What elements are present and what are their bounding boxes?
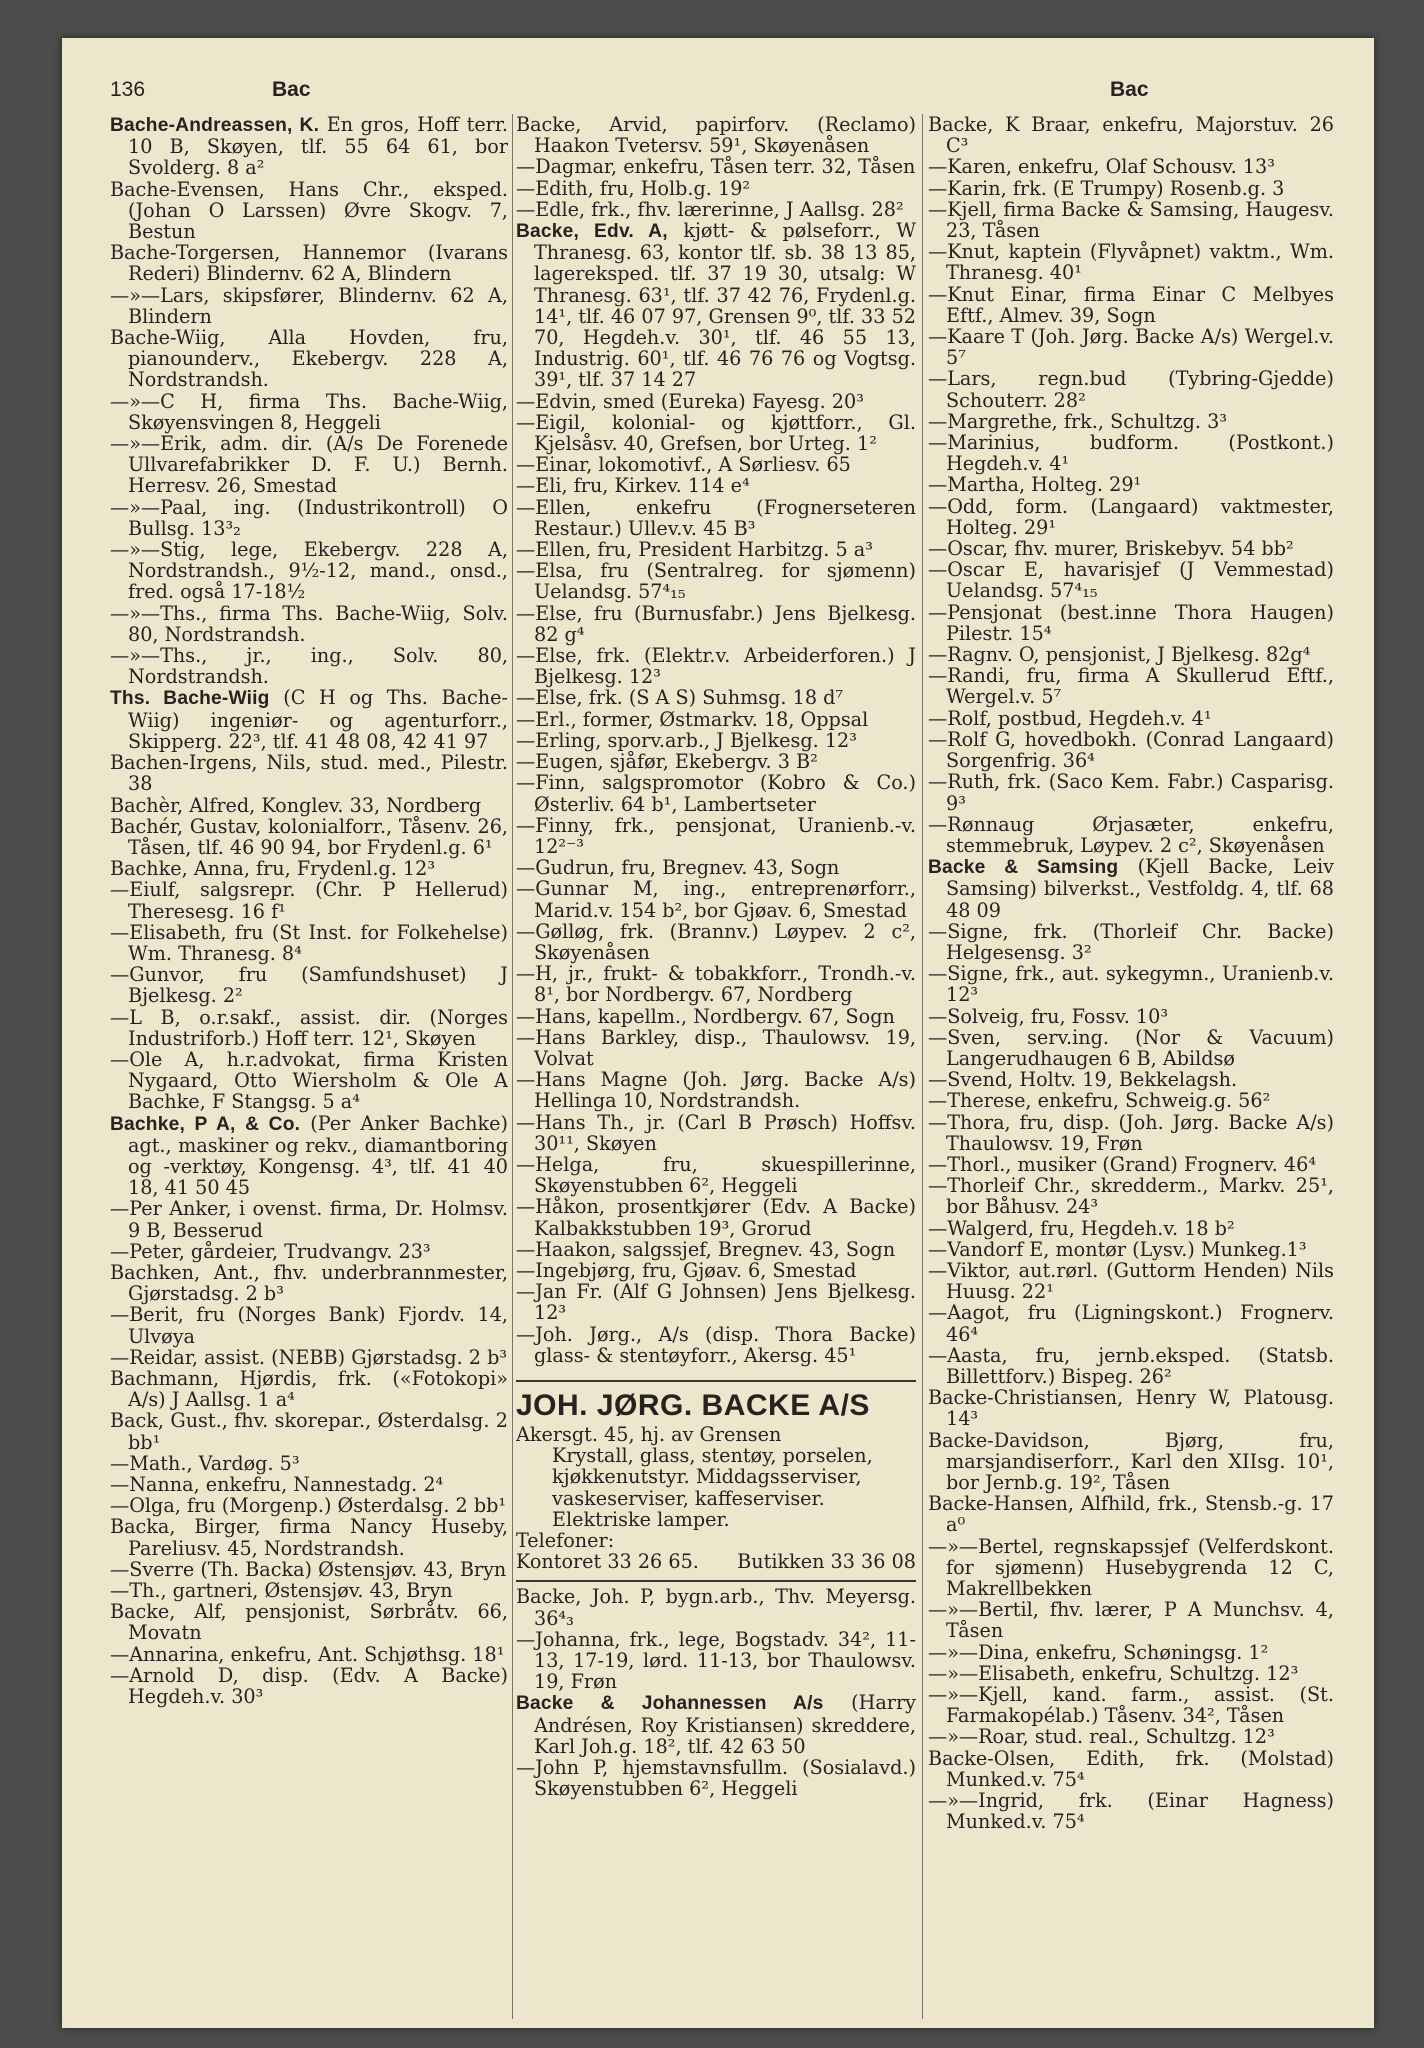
directory-entry (928, 1599, 1334, 1641)
entry-text: —Joh. Jørg., A/s (disp. Thora Backe) glass- & stentøyforr., Akersg. 45¹ (516, 1322, 916, 1367)
directory-entry (110, 1049, 508, 1113)
entry-text: Backe, Alf, pensjonist, Sørbråtv. 66, Movatn (110, 1600, 508, 1645)
entry-text: —Sven, serv.ing. (Nor & Vacuum) Langerudhaugen 6 B, Abildsø (928, 1025, 1334, 1070)
directory-entry (928, 856, 1334, 921)
entry-text: —Ingebjørg, fru, Gjøav. 6, Smestad (516, 1258, 857, 1282)
directory-entry (110, 1580, 508, 1601)
entry-text: —Olga, fru (Morgenp.) Østerdalsg. 2 bb¹ (110, 1494, 507, 1518)
directory-entry (516, 178, 916, 199)
directory-entry (928, 1090, 1334, 1111)
entry-text: —»—Stig, lege, Ekebergv. 228 A, Nordstrandsh., 9½-12, mand., onsd., fred. også 17-18½ (110, 538, 508, 604)
directory-entry (110, 858, 508, 879)
entry-text: —Ruth, frk. (Saco Kem. Fabr.) Casparisg. 9³ (928, 770, 1334, 815)
entry-text: —Berit, fru (Norges Bank) Fjordv. 14, Ulvøya (110, 1303, 508, 1348)
right-running-head: Bac (1110, 78, 1149, 101)
entry-text: —Knut, kaptein (Flyvåpnet) vaktm., Wm. Thranesg. 40¹ (928, 240, 1334, 285)
directory-entry (110, 1644, 508, 1665)
directory-entry (516, 1586, 916, 1628)
entry-text: —Jan Fr. (Alf G Johnsen) Jens Bjelkesg. 12³ (516, 1280, 916, 1325)
entry-text: —Dagmar, enkefru, Tåsen terr. 32, Tåsen (516, 155, 916, 179)
directory-entry (110, 1410, 508, 1452)
entry-text: —Hans Barkley, disp., Thaulowsv. 19, Volvat (516, 1025, 916, 1070)
directory-entry (110, 879, 508, 921)
entry-text: —Ellen, enkefru (Frognerseteren Restaur.) Ullev.v. 45 B³ (516, 495, 916, 540)
entry-text: —Rønnaug Ørjasæter, enkefru, stemmebruk, Løypev. 2 c², Skøyenåsen (928, 812, 1334, 857)
entry-text: —Randi, fru, firma A Skullerud Eftf., Wergel.v. 5⁷ (928, 664, 1334, 709)
entry-text: —Thora, fru, disp. (Joh. Jørg. Backe A/s) Thaulowsv. 19, Frøn (928, 1110, 1334, 1155)
entry-text: —Rolf, postbud, Hegdeh.v. 4¹ (928, 706, 1212, 730)
ad-phone-shop: Butikken 33 36 08 (737, 1550, 916, 1574)
entry-text: Backe-Christiansen, Henry W, Platousg. 14³ (928, 1386, 1334, 1431)
directory-entry (516, 1069, 916, 1111)
directory-entry (928, 1239, 1334, 1260)
directory-entry (516, 815, 916, 857)
column-2 (516, 114, 916, 2019)
directory-entry (516, 539, 916, 560)
entry-text: —Einar, lokomotivf., A Sørliesv. 65 (516, 453, 851, 477)
entry-keyword: Backe, Edv. A, (516, 221, 668, 243)
entry-text: —Nanna, enkefru, Nannestadg. 2⁴ (110, 1473, 444, 1496)
directory-entry (928, 1642, 1334, 1663)
directory-entry (516, 751, 916, 772)
entry-text: —»—Roar, stud. real., Schultzg. 12³ (928, 1725, 1275, 1749)
directory-entry (110, 1198, 508, 1240)
directory-entry (110, 114, 508, 179)
entry-text: (Kjell Backe, Leiv Samsing) bilverkst., Vestfoldg. 4, tlf. 68 48 09 (946, 855, 1334, 922)
entry-text: —»—Ingrid, frk. (Einar Hagness) Munked.v. 75⁴ (928, 1789, 1334, 1834)
directory-entry (928, 1748, 1334, 1790)
entry-text: —Vandorf E, montør (Lysv.) Munkeg.1³ (928, 1237, 1307, 1261)
entry-text: Bachmann, Hjørdis, frk. («Fotokopi» A/s) J Aallsg. 1 a⁴ (110, 1366, 508, 1412)
directory-entry (928, 1175, 1334, 1217)
entry-text: —Aasta, fru, jernb.eksped. (Statsb. Billettforv.) Bispeg. 26² (928, 1343, 1334, 1388)
entry-text: —Aagot, fru (Ligningskont.) Frognerv. 46⁴ (928, 1301, 1334, 1346)
directory-entry (928, 284, 1334, 326)
entry-text: —Viktor, aut.rørl. (Guttorm Henden) Nils Huusg. 22¹ (928, 1258, 1334, 1304)
entry-text: —Gudrun, fru, Bregnev. 43, Sogn (516, 856, 840, 880)
directory-entry (110, 964, 508, 1006)
directory-entry (516, 878, 916, 920)
entry-text: Bachken, Ant., fhv. underbrannmester, Gjørstadsg. 2 b³ (110, 1260, 508, 1306)
directory-entry (516, 454, 916, 475)
entry-text: —Knut Einar, firma Einar C Melbyes Eftf., Almev. 39, Sogn (928, 282, 1334, 327)
directory-entry (928, 1663, 1334, 1684)
entry-text: —Thorleif Chr., skredderm., Markv. 25¹, bor Båhusv. 24³ (928, 1174, 1334, 1219)
entry-text: —Else, frk. (S A S) Suhmsg. 18 d⁷ (516, 686, 844, 710)
directory-entry (928, 602, 1334, 644)
entry-text: Back, Gust., fhv. skorepar., Østerdalsg. 2 bb¹ (110, 1409, 508, 1454)
directory-entry (516, 709, 916, 730)
directory-entry (516, 391, 916, 412)
directory-entry (110, 645, 508, 687)
directory-entry (928, 1302, 1334, 1344)
entry-text: —»—Ths., firma Ths. Bache-Wiig, Solv. 80, Nordstrandsh. (110, 601, 508, 646)
directory-entry (516, 645, 916, 687)
directory-entry (928, 1112, 1334, 1154)
entry-text: —Helga, fru, skuespillerinne, Skøyenstubben 6², Heggeli (516, 1152, 916, 1198)
entry-text: Bache-Evensen, Hans Chr., eksped. (Johan O Larssen) Øvre Skogv. 7, Bestun (110, 177, 508, 244)
entry-text: —Arnold D, disp. (Edv. A Backe) Hegdeh.v. 30³ (110, 1663, 508, 1709)
entry-text: —Karin, frk. (E Trumpy) Rosenb.g. 3 (928, 176, 1285, 200)
entry-text: Backe-Olsen, Edith, frk. (Molstad) Munked.v. 75⁴ (928, 1746, 1334, 1791)
directory-entry (110, 922, 508, 964)
directory-entry (110, 1601, 508, 1643)
directory-entry (516, 199, 916, 220)
directory-entry (516, 687, 916, 708)
directory-entry (928, 559, 1334, 601)
entry-text: —Ellen, fru, President Harbitzg. 5 a³ (516, 538, 873, 562)
directory-entry (928, 1218, 1334, 1239)
entry-text: —Ole A, h.r.advokat, firma Kristen Nygaard, Otto Wiersholm & Ole A Bachke, F Stangsg. 5 a⁴ (110, 1047, 508, 1114)
entry-text: —Th., gartneri, Østensjøv. 43, Bryn (110, 1579, 453, 1603)
directory-entry (516, 963, 916, 1005)
directory-entry (928, 114, 1334, 156)
directory-entry (516, 1281, 916, 1323)
entry-text: (C H og Ths. Bache-Wiig) ingeniør- og agenturforr., Skipperg. 22³, tlf. 41 48 08, 42 41 97 (128, 686, 508, 753)
directory-entry (928, 1154, 1334, 1175)
entry-text: (Per Anker Bachke) agt., maskiner og rekv., diamantboring og -verktøy, Kongensg. 4³, tlf. 41 40 18, 41 50 45 (128, 1111, 508, 1200)
entry-text: Bachen-Irgens, Nils, stud. med., Pilestr. 38 (110, 751, 508, 796)
directory-entry (110, 1304, 508, 1346)
directory-entry (516, 1692, 916, 1757)
entry-text: Bachke, Anna, fru, Frydenl.g. 12³ (110, 857, 436, 881)
entry-text: En gros, Hoff terr. 10 B, Skøyen, tlf. 55 64 61, bor Svolderg. 8 a² (128, 114, 508, 180)
directory-entry (516, 1757, 916, 1799)
directory-entry (928, 496, 1334, 538)
entry-text: —Eigil, kolonial- og kjøttforr., Gl. Kjelsåsv. 40, Grefsen, bor Urteg. 1² (516, 410, 916, 456)
directory-entry (928, 1430, 1334, 1494)
entry-keyword: Ths. Bache-Wiig (110, 688, 270, 710)
entry-text: —Reidar, assist. (NEBB) Gjørstadsg. 2 b³ (110, 1345, 508, 1369)
entry-text: Backe-Hansen, Alfhild, frk., Stensb.-g. 17 a⁰ (928, 1492, 1334, 1537)
entry-text: —Eiulf, salgsrepr. (Chr. P Hellerud) Theresesg. 16 f¹ (110, 878, 508, 923)
entry-text: —L B, o.r.sakf., assist. dir. (Norges Industriforb.) Hoff terr. 12¹, Skøyen (110, 1005, 508, 1050)
entry-text: —Johanna, frk., lege, Bogstadv. 34², 11-13, 17-19, lørd. 11-13, bor Thaulowsv. 19, Frøn (516, 1627, 916, 1694)
entry-text: —Peter, gårdeier, Trudvangv. 23³ (110, 1239, 431, 1263)
entry-text: —Oscar, fhv. murer, Briskebyv. 54 bb² (928, 537, 1294, 561)
entry-text: —Gunvor, fru (Samfundshuset) J Bjelkesg. 2² (110, 963, 508, 1008)
directory-entry (110, 752, 508, 794)
entry-text: —»—Kjell, kand. farm., assist. (St. Farmakopélab.) Tåsenv. 34², Tåsen (928, 1683, 1334, 1728)
entry-text: —»—Ths., jr., ing., Solv. 80, Nordstrandsh. (110, 644, 508, 689)
ad-phones (516, 1551, 916, 1572)
directory-entry (516, 1112, 916, 1154)
directory-entry (110, 327, 508, 391)
directory-entry (516, 1196, 916, 1238)
entry-text: —Ragnv. O, pensjonist, J Bjelkesg. 82g⁴ (928, 643, 1311, 667)
entry-text: —»—Bertil, fhv. lærer, P A Munchsv. 4, Tåsen (928, 1598, 1334, 1643)
entry-text: —Kjell, firma Backe & Samsing, Haugesv. 23, Tåsen (928, 197, 1334, 243)
page-number: 136 (110, 78, 146, 101)
directory-entry (110, 433, 508, 497)
entry-text: —Therese, enkefru, Schweig.g. 56² (928, 1089, 1271, 1113)
directory-entry (928, 538, 1334, 559)
entry-text: —Else, fru (Burnusfabr.) Jens Bjelkesg. 82 g⁴ (516, 601, 916, 646)
entry-text: Backe, Joh. P, bygn.arb., Thv. Meyersg. 36⁴₃ (516, 1585, 916, 1630)
entry-text: —Finny, frk., pensjonat, Uranienb.-v. 12²⁻³ (516, 813, 916, 858)
directory-entry (110, 603, 508, 645)
entry-text: —Marinius, budform. (Postkont.) Hegdeh.v. 4¹ (928, 431, 1334, 476)
entry-text: —Odd, form. (Langaard) vaktmester, Holteg. 29¹ (928, 494, 1334, 539)
entry-text: —Lars, regn.bud (Tybring-Gjedde) Schouterr. 28² (928, 367, 1334, 412)
directory-entry (110, 1453, 508, 1474)
entry-keyword: Backe & Johannessen A/s (516, 1693, 824, 1715)
entry-text: —Martha, Holteg. 29¹ (928, 473, 1142, 497)
entry-text: —Rolf G, hovedbokh. (Conrad Langaard) Sorgenfrig. 36⁴ (928, 727, 1334, 773)
entry-text: Bache-Wiig, Alla Hovden, fru, pianounderv., Ekebergv. 228 A, Nordstrandsh. (110, 326, 508, 392)
directory-entry (516, 497, 916, 539)
directory-entry (110, 242, 508, 284)
directory-entry (110, 391, 508, 433)
entry-text: —Thorl., musiker (Grand) Frognerv. 46⁴ (928, 1152, 1317, 1176)
directory-entry (928, 1345, 1334, 1387)
directory-entry (110, 179, 508, 243)
directory-entry (516, 772, 916, 814)
directory-entry (928, 1260, 1334, 1302)
entry-text: —Hans, kapellm., Nordbergv. 67, Sogn (516, 1004, 895, 1028)
entry-text: —Hans Th., jr. (Carl B Prøsch) Hoffsv. 30¹¹, Skøyen (516, 1110, 916, 1155)
directory-entry (516, 603, 916, 645)
entry-text: Bachèr, Alfred, Konglev. 33, Nordberg (110, 793, 482, 817)
directory-page (62, 38, 1374, 2028)
directory-entry (516, 857, 916, 878)
directory-entry (516, 156, 916, 177)
column-divider (922, 114, 923, 2019)
directory-entry (928, 665, 1334, 707)
left-running-head: Bac (272, 78, 311, 101)
directory-entry (516, 560, 916, 602)
directory-entry (516, 1324, 916, 1366)
advertisement-box (516, 1380, 916, 1582)
entry-text: —Eugen, sjåfør, Ekebergv. 3 B² (516, 750, 818, 774)
directory-entry (110, 285, 508, 327)
directory-entry (928, 1790, 1334, 1832)
directory-entry (516, 220, 916, 391)
directory-entry (110, 1474, 508, 1495)
column-1 (110, 114, 508, 2019)
directory-entry (110, 1665, 508, 1707)
directory-entry (928, 963, 1334, 1005)
directory-entry (516, 1154, 916, 1196)
entry-text: Backe-Davidson, Bjørg, fru, marsjandiserforr., Karl den XIIsg. 10¹, bor Jernb.g. 19², Tåsen (928, 1428, 1334, 1494)
entry-text: —»—Erik, adm. dir. (A/s De Forenede Ullvarefabrikker D. F. U.) Bernh. Herresv. 26, Smestad (110, 432, 508, 498)
entry-text: —Per Anker, i ovenst. firma, Dr. Holmsv. 9 B, Besserud (110, 1197, 508, 1242)
entry-text: kjøtt- & pølseforr., W Thranesg. 63, kontor tlf. sb. 38 13 85, lagereksped. tlf. 37 19 30, utsalg: W Thranesg. 63¹, tlf. 37 42 76, Frydenl.g. 14¹, tlf. 46 07 97, Grensen 9⁰, tlf. 33 52 70, Hegdeh.v. 30¹, tlf. 46 55 13, Industrig. 60¹, tlf. 46 76 76 og Vogtsg. 39¹, tlf. 37 14 27 (534, 219, 916, 392)
directory-entry (110, 1495, 508, 1516)
entry-text: —Signe, frk., aut. sykegymn., Uranienb.v. 12³ (928, 962, 1334, 1007)
directory-entry (110, 687, 508, 752)
directory-entry (516, 921, 916, 963)
directory-entry (110, 1516, 508, 1558)
entry-text: (Harry Andrésen, Roy Kristiansen) skreddere, Karl Joh.g. 18², tlf. 42 63 50 (534, 1691, 916, 1758)
entry-text: —H, jr., frukt- & tobakkforr., Trondh.-v. 8¹, bor Nordbergv. 67, Nordberg (516, 962, 916, 1007)
directory-entry (928, 1069, 1334, 1090)
entry-text: —Sverre (Th. Backa) Østensjøv. 43, Bryn (110, 1557, 507, 1581)
entry-text: —Walgerd, fru, Hegdeh.v. 18 b² (928, 1216, 1235, 1240)
entry-text: —Margrethe, frk., Schultzg. 3³ (928, 409, 1228, 433)
entry-text: —Math., Vardøg. 5³ (110, 1451, 300, 1475)
directory-entry (110, 1007, 508, 1049)
entry-text: Backa, Birger, firma Nancy Huseby, Pareliusv. 45, Nordstrandsh. (110, 1515, 508, 1560)
directory-entry (516, 475, 916, 496)
entry-text: —Annarina, enkefru, Ant. Schjøthsg. 18¹ (110, 1642, 505, 1666)
directory-entry (110, 816, 508, 858)
entry-text: —Gunnar M, ing., entreprenørforr., Marid.v. 154 b², bor Gjøav. 6, Smestad (516, 877, 916, 922)
entry-text: —Erling, sporv.arb., J Bjelkesg. 12³ (516, 728, 857, 752)
entry-text: —»—Bertel, regnskapssjef (Velferdskont. for sjømenn) Husebygrenda 12 C, Makrellbekken (928, 1534, 1334, 1601)
entry-text: —Eli, fru, Kirkev. 114 e⁴ (516, 474, 750, 498)
entry-text: —Finn, salgspromotor (Kobro & Co.) Østerliv. 64 b¹, Lambertseter (516, 771, 916, 816)
directory-entry (928, 1006, 1334, 1027)
entry-text: —»—Paal, ing. (Industrikontroll) O Bullsg. 13³₂ (110, 495, 508, 540)
entry-text: —Pensjonat (best.inne Thora Haugen) Pilestr. 15⁴ (928, 600, 1334, 645)
entry-text: —»—Dina, enkefru, Schøningsg. 1² (928, 1640, 1269, 1664)
entry-text: —Edith, fru, Holb.g. 19² (516, 176, 751, 200)
entry-text: Backe, Arvid, papirforv. (Reclamo) Haakon Tvetersv. 59¹, Skøyenåsen (516, 114, 916, 158)
directory-entry (928, 708, 1334, 729)
directory-entry (928, 368, 1334, 410)
directory-entry (516, 1629, 916, 1693)
directory-entry (928, 432, 1334, 474)
directory-entry (516, 1260, 916, 1281)
entry-text: Backe, K Braar, enkefru, Majorstuv. 26 C³ (928, 114, 1334, 158)
directory-entry (928, 729, 1334, 771)
directory-entry (110, 1113, 508, 1199)
directory-entry (928, 178, 1334, 199)
directory-entry (928, 474, 1334, 495)
entry-text: —Elisabeth, fru (St Inst. for Folkehelse) Wm. Thranesg. 8⁴ (110, 920, 508, 965)
entry-text: —Kaare T (Joh. Jørg. Backe A/s) Wergel.v. 5⁷ (928, 325, 1334, 370)
entry-text: —Signe, frk. (Thorleif Chr. Backe) Helgesensg. 3² (928, 919, 1334, 964)
directory-entry (110, 497, 508, 539)
entry-text: —Solveig, fru, Fossv. 10³ (928, 1004, 1169, 1028)
ad-title: JOH. JØRG. BACKE A/S (516, 1388, 870, 1422)
directory-entry (110, 539, 508, 603)
directory-entry (928, 814, 1334, 856)
entry-text: —»—Elisabeth, enkefru, Schultzg. 12³ (928, 1661, 1299, 1685)
directory-entry (110, 795, 508, 816)
ad-phones-label: Telefoner: (516, 1529, 615, 1552)
entry-text: —Gølløg, frk. (Brannv.) Løypev. 2 c², Skøyenåsen (516, 919, 916, 964)
entry-text: —»—Lars, skipsfører, Blindernv. 62 A, Blindern (110, 283, 508, 328)
directory-entry (928, 1536, 1334, 1600)
directory-entry (928, 156, 1334, 177)
column-divider (512, 114, 513, 2019)
directory-entry (516, 1006, 916, 1027)
directory-entry (928, 921, 1334, 963)
entry-text: —John P, hjemstavnsfullm. (Sosialavd.) Skøyenstubben 6², Heggeli (516, 1756, 916, 1801)
entry-keyword: Backe & Samsing (928, 857, 1119, 879)
entry-text: —Hans Magne (Joh. Jørg. Backe A/s) Hellinga 10, Nordstrandsh. (516, 1068, 916, 1113)
entry-keyword: Bachke, P A, & Co. (110, 1113, 301, 1135)
ad-phone-office: Kontoret 33 26 65. (516, 1550, 699, 1574)
entry-text: —Karen, enkefru, Olaf Schousv. 13³ (928, 155, 1275, 179)
directory-entry (928, 411, 1334, 432)
entry-text: —Haakon, salgssjef, Bregnev. 43, Sogn (516, 1237, 896, 1261)
directory-entry (110, 1559, 508, 1580)
directory-entry (928, 199, 1334, 241)
directory-entry (928, 326, 1334, 368)
column-3 (928, 114, 1334, 2019)
directory-entry (110, 1241, 508, 1262)
entry-text: —Erl., former, Østmarkv. 18, Oppsal (516, 707, 869, 731)
directory-entry (928, 1387, 1334, 1429)
directory-entry (928, 241, 1334, 283)
directory-entry (928, 771, 1334, 813)
entry-text: —Håkon, prosentkjører (Edv. A Backe) Kalbakkstubben 19³, Grorud (516, 1195, 916, 1240)
directory-entry (928, 1684, 1334, 1726)
directory-entry (928, 644, 1334, 665)
directory-entry (516, 412, 916, 454)
directory-entry (110, 1368, 508, 1410)
directory-entry (928, 1726, 1334, 1747)
entry-text: —Else, frk. (Elektr.v. Arbeiderforen.) J Bjelkesg. 12³ (516, 644, 916, 689)
entry-text: —Edvin, smed (Eureka) Fayesg. 20³ (516, 389, 864, 413)
entry-text: —Svend, Holtv. 19, Bekkelagsh. (928, 1068, 1238, 1092)
directory-entry (516, 1239, 916, 1260)
entry-text: —Oscar E, havarisjef (J Vemmestad) Uelandsg. 57⁴₁₅ (928, 558, 1334, 603)
directory-entry (110, 1347, 508, 1368)
ad-description: Krystall, glass, stentøy, porselen, kjøkkenutstyr. Middagsserviser, vaskeserviser, kaffeserviser. Elektriske lamper. (552, 1444, 873, 1531)
directory-entry (928, 1493, 1334, 1535)
ad-address: Akersgt. 45, hj. av Grensen (516, 1422, 782, 1446)
directory-entry (516, 730, 916, 751)
entry-text: —Edle, frk., fhv. lærerinne, J Aallsg. 28² (516, 197, 904, 221)
directory-entry (516, 1027, 916, 1069)
entry-text: Bachér, Gustav, kolonialforr., Tåsenv. 26, Tåsen, tlf. 46 90 94, bor Frydenl.g. 6¹ (110, 814, 508, 859)
directory-entry (110, 1262, 508, 1304)
entry-keyword: Bache-Andreassen, K. (110, 115, 320, 136)
entry-text: —Elsa, fru (Sentralreg. for sjømenn) Uelandsg. 57⁴₁₅ (516, 559, 916, 604)
entry-text: —»—C H, firma Ths. Bache-Wiig, Skøyensvingen 8, Heggeli (110, 389, 508, 434)
directory-entry (516, 114, 916, 156)
directory-entry (928, 1027, 1334, 1069)
entry-text: Bache-Torgersen, Hannemor (Ivarans Rederi) Blindernv. 62 A, Blindern (110, 241, 508, 286)
